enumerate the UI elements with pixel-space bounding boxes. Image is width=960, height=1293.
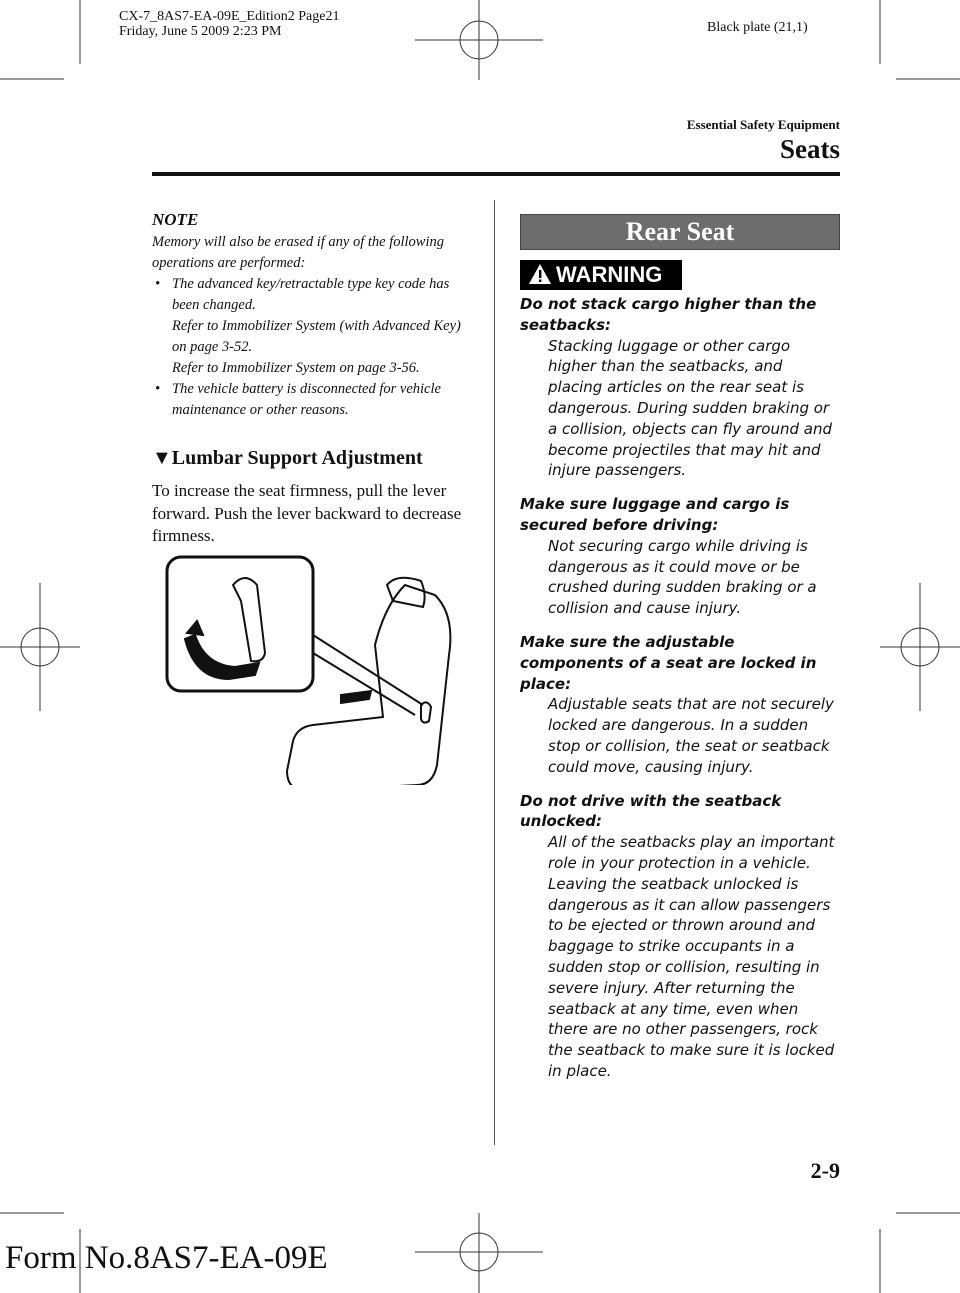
rear-seat-banner: Rear Seat <box>520 214 840 250</box>
warning-item: Make sure the adjustable components of a seat are locked in place: Adjustable seats that are not securely locked are dangerous. In a sudden stop or collision, the seat or seatback could move, causing injury. <box>520 632 834 776</box>
note-bullet: • The vehicle battery is disconnected for vehicle maintenance or other reasons. <box>155 381 441 418</box>
slug-line: CX-7_8AS7-EA-09E_Edition2 Page21 <box>119 9 340 24</box>
note-heading: NOTE <box>152 210 199 229</box>
warning-item: Make sure luggage and cargo is secured before driving: Not securing cargo while driving is dangerous as it could move or be crushed during sudden braking or a collision and cause injury. <box>520 495 817 618</box>
warning-item: Do not stack cargo higher than the seatbacks: Stacking luggage or other cargo higher than the seatbacks, and placing articles on the rear seat is dangerous. During sudden braking or a collision, objects can fly around and become projectiles that may hit and injure passengers. <box>520 295 833 480</box>
note-list <box>152 274 477 421</box>
chapter-title: Seats <box>780 134 840 164</box>
section-heading: ▼Lumbar Support Adjustment <box>152 447 423 469</box>
section-title: Essential Safety Equipment <box>686 117 840 132</box>
plate-label: Black plate (21,1) <box>707 20 808 35</box>
left-column <box>152 210 477 548</box>
note-text: Memory will also be erased if any of the following operations are performed: <box>152 234 444 271</box>
column-divider <box>494 200 495 1145</box>
reference-text: Refer to Immobilizer System (with Advanced Key) on page 3-52. <box>172 318 461 355</box>
triangle-marker-icon: ▼ <box>152 447 172 469</box>
form-number: Form No.8AS7-EA-09E <box>5 1240 328 1276</box>
bullet-icon: • <box>155 381 161 397</box>
warning-triangle-icon <box>528 263 552 285</box>
reference-text: Refer to Immobilizer System on page 3-56. <box>172 360 420 376</box>
warning-label: WARNING <box>520 260 682 290</box>
header-rule <box>152 172 840 176</box>
right-column <box>520 214 840 1095</box>
note-bullet: • The advanced key/retractable type key code has been changed. Refer to Immobilizer System (with Advanced Key) on page 3-52. Refer to Immobilizer System on page 3-56. <box>152 274 477 379</box>
warning-item: Do not drive with the seatback unlocked: All of the seatbacks play an important role in your protection in a vehicle. Leaving the seatback unlocked is dangerous as it can allow passengers to be ejected or thrown around and baggage to strike occupants in a sudden stop or collision, resulting in severe injury. After returning the seatback at any time, even when there are no other passengers, rock the seatback to make sure it is locked in place. <box>520 791 835 1080</box>
body-text: To increase the seat firmness, pull the lever forward. Push the lever backward to decrease firmness. <box>152 481 462 545</box>
print-slug <box>119 9 339 39</box>
slug-date: Friday, June 5 2009 2:23 PM <box>119 24 282 39</box>
lumbar-lever-illustration <box>165 555 465 785</box>
bullet-icon: • <box>155 276 161 292</box>
page-number: 2-9 <box>810 1158 840 1183</box>
